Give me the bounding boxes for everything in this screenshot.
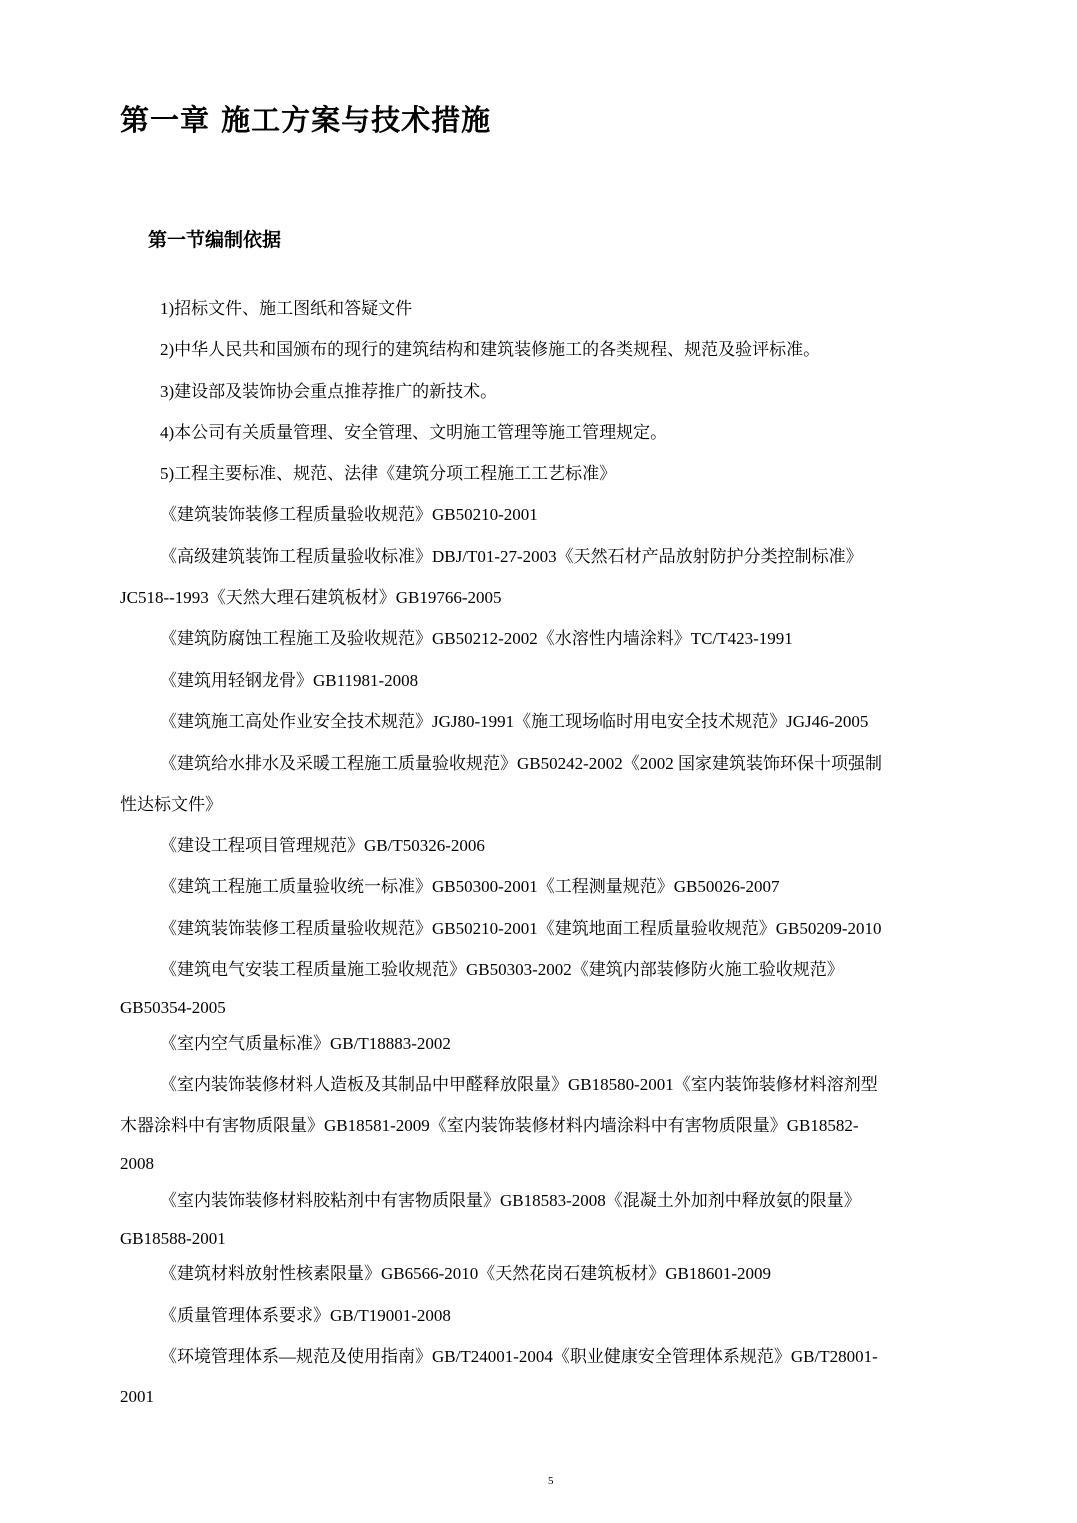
body-line: 2)中华人民共和国颁布的现行的建筑结构和建筑装修施工的各类规程、规范及验评标准。 — [160, 340, 821, 359]
body-line: 《室内装饰装修材料人造板及其制品中甲醛释放限量》GB18580-2001《室内装饰装修材料溶剂型 — [160, 1075, 878, 1094]
body-line: 《质量管理体系要求》GB/T19001-2008 — [160, 1306, 451, 1325]
body-line: 《建设工程项目管理规范》GB/T50326-2006 — [160, 836, 485, 855]
body-line: 《建筑防腐蚀工程施工及验收规范》GB50212-2002《水溶性内墙涂料》TC/T423-1991 — [160, 629, 793, 648]
body-line: 《建筑施工高处作业安全技术规范》JGJ80-1991《施工现场临时用电安全技术规范》JGJ46-2005 — [160, 712, 869, 731]
body-line: JC518--1993《天然大理石建筑板材》GB19766-2005 — [120, 588, 502, 607]
body-line: GB50354-2005 — [120, 998, 226, 1017]
body-line: 性达标文件》 — [120, 795, 222, 814]
body-line: 《室内空气质量标准》GB/T18883-2002 — [160, 1034, 451, 1053]
section-title: 第一节编制依据 — [148, 229, 282, 251]
body-line: 2001 — [120, 1387, 154, 1406]
body-line: 木器涂料中有害物质限量》GB18581-2009《室内装饰装修材料内墙涂料中有害物质限量》GB18582- — [120, 1116, 859, 1135]
body-line: 《建筑材料放射性核素限量》GB6566-2010《天然花岗石建筑板材》GB18601-2009 — [160, 1264, 772, 1283]
page-number: 5 — [548, 1475, 554, 1487]
body-line: 《建筑工程施工质量验收统一标准》GB50300-2001《工程测量规范》GB50026-2007 — [160, 877, 780, 896]
body-line: 3)建设部及装饰协会重点推荐推广的新技术。 — [160, 382, 498, 401]
body-line: 《建筑装饰装修工程质量验收规范》GB50210-2001 — [160, 505, 538, 524]
body-line: 4)本公司有关质量管理、安全管理、文明施工管理等施工管理规定。 — [160, 423, 668, 442]
body-line: 《建筑装饰装修工程质量验收规范》GB50210-2001《建筑地面工程质量验收规范》GB50209-2010 — [160, 919, 882, 938]
body-line: 5)工程主要标准、规范、法律《建筑分项工程施工工艺标准》 — [160, 464, 617, 483]
chapter-title: 第一章 施工方案与技术措施 — [120, 103, 492, 137]
body-line: 《室内装饰装修材料胶粘剂中有害物质限量》GB18583-2008《混凝土外加剂中释放氨的限量》 — [160, 1191, 861, 1210]
body-line: 2008 — [120, 1154, 154, 1173]
body-line: 《建筑电气安装工程质量施工验收规范》GB50303-2002《建筑内部装修防火施工验收规范》 — [160, 960, 844, 979]
body-line: 《环境管理体系—规范及使用指南》GB/T24001-2004《职业健康安全管理体系规范》GB/T28001- — [160, 1347, 878, 1366]
body-line: GB18588-2001 — [120, 1229, 226, 1248]
body-line: 《建筑用轻钢龙骨》GB11981-2008 — [160, 671, 419, 690]
body-line: 1)招标文件、施工图纸和答疑文件 — [160, 299, 413, 318]
body-line: 《建筑给水排水及采暖工程施工质量验收规范》GB50242-2002《2002 国家建筑装饰环保十项强制 — [160, 754, 883, 773]
body-line: 《高级建筑装饰工程质量验收标准》DBJ/T01-27-2003《天然石材产品放射防护分类控制标准》 — [160, 547, 863, 566]
